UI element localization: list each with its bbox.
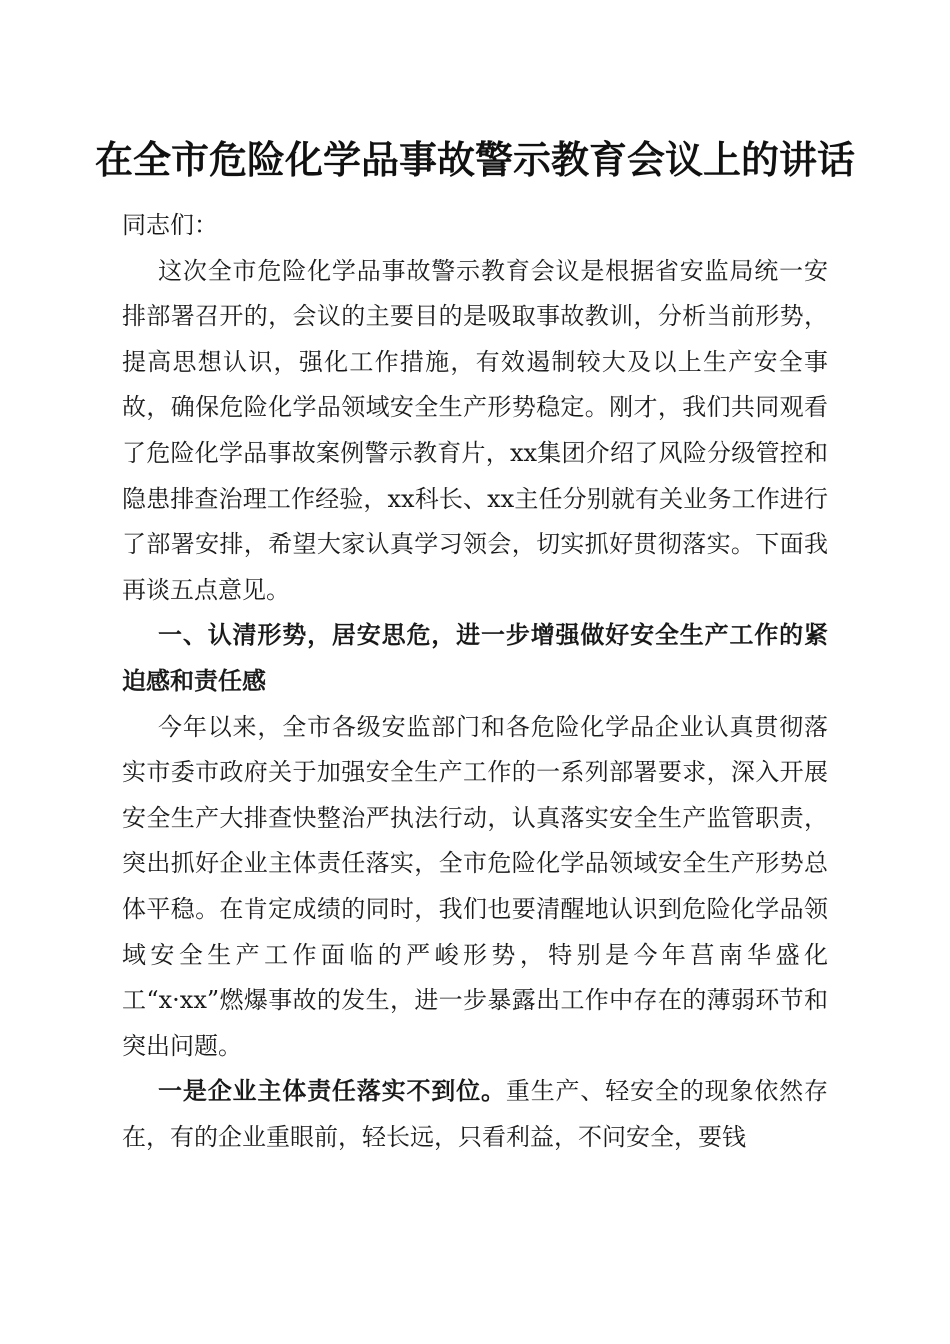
point-1-text: 重生产、轻安全的现象依然存在，有的企业重眼前，轻长远，只看利益，不问安全，要钱	[122, 1077, 829, 1151]
paragraph-point-1	[122, 1069, 828, 1160]
paragraph-situation: 今年以来，全市各级安监部门和各危险化学品企业认真贯彻落实市委市政府关于加强安全生产工作的一系列部署要求，深入开展安全生产大排查快整治严执法行动，认真落实安全生产监管职责，突出抓好企业主体责任落实，全市危险化学品领域安全生产形势总体平稳。在肯定成绩的同时，我们也要清醒地认识到危险化学品领域安全生产工作面临的严峻形势，特别是今年莒南华盛化工“x·xx”燃爆事故的发生，进一步暴露出工作中存在的薄弱环节和突出问题。	[122, 712, 828, 1060]
salutation: 同志们：	[122, 211, 218, 239]
point-1-lead: 一是企业主体责任落实不到位。	[158, 1077, 506, 1106]
paragraph-intro: 这次全市危险化学品事故警示教育会议是根据省安监局统一安排部署召开的，会议的主要目的是吸取事故教训，分析当前形势，提高思想认识，强化工作措施，有效遏制较大及以上生产安全事故，确保危险化学品领域安全生产形势稳定。刚才，我们共同观看了危险化学品事故案例警示教育片，xx集团介绍了风险分级管控和隐患排查治理工作经验，xx科长、xx主任分别就有关业务工作进行了部署安排，希望大家认真学习领会，切实抓好贯彻落实。下面我再谈五点意见。	[122, 256, 828, 604]
section-heading-1: 一、认清形势，居安思危，进一步增强做好安全生产工作的紧迫感和责任感	[122, 621, 828, 695]
document-body	[122, 203, 828, 1160]
document-title: 在全市危险化学品事故警示教育会议上的讲话	[94, 137, 855, 182]
